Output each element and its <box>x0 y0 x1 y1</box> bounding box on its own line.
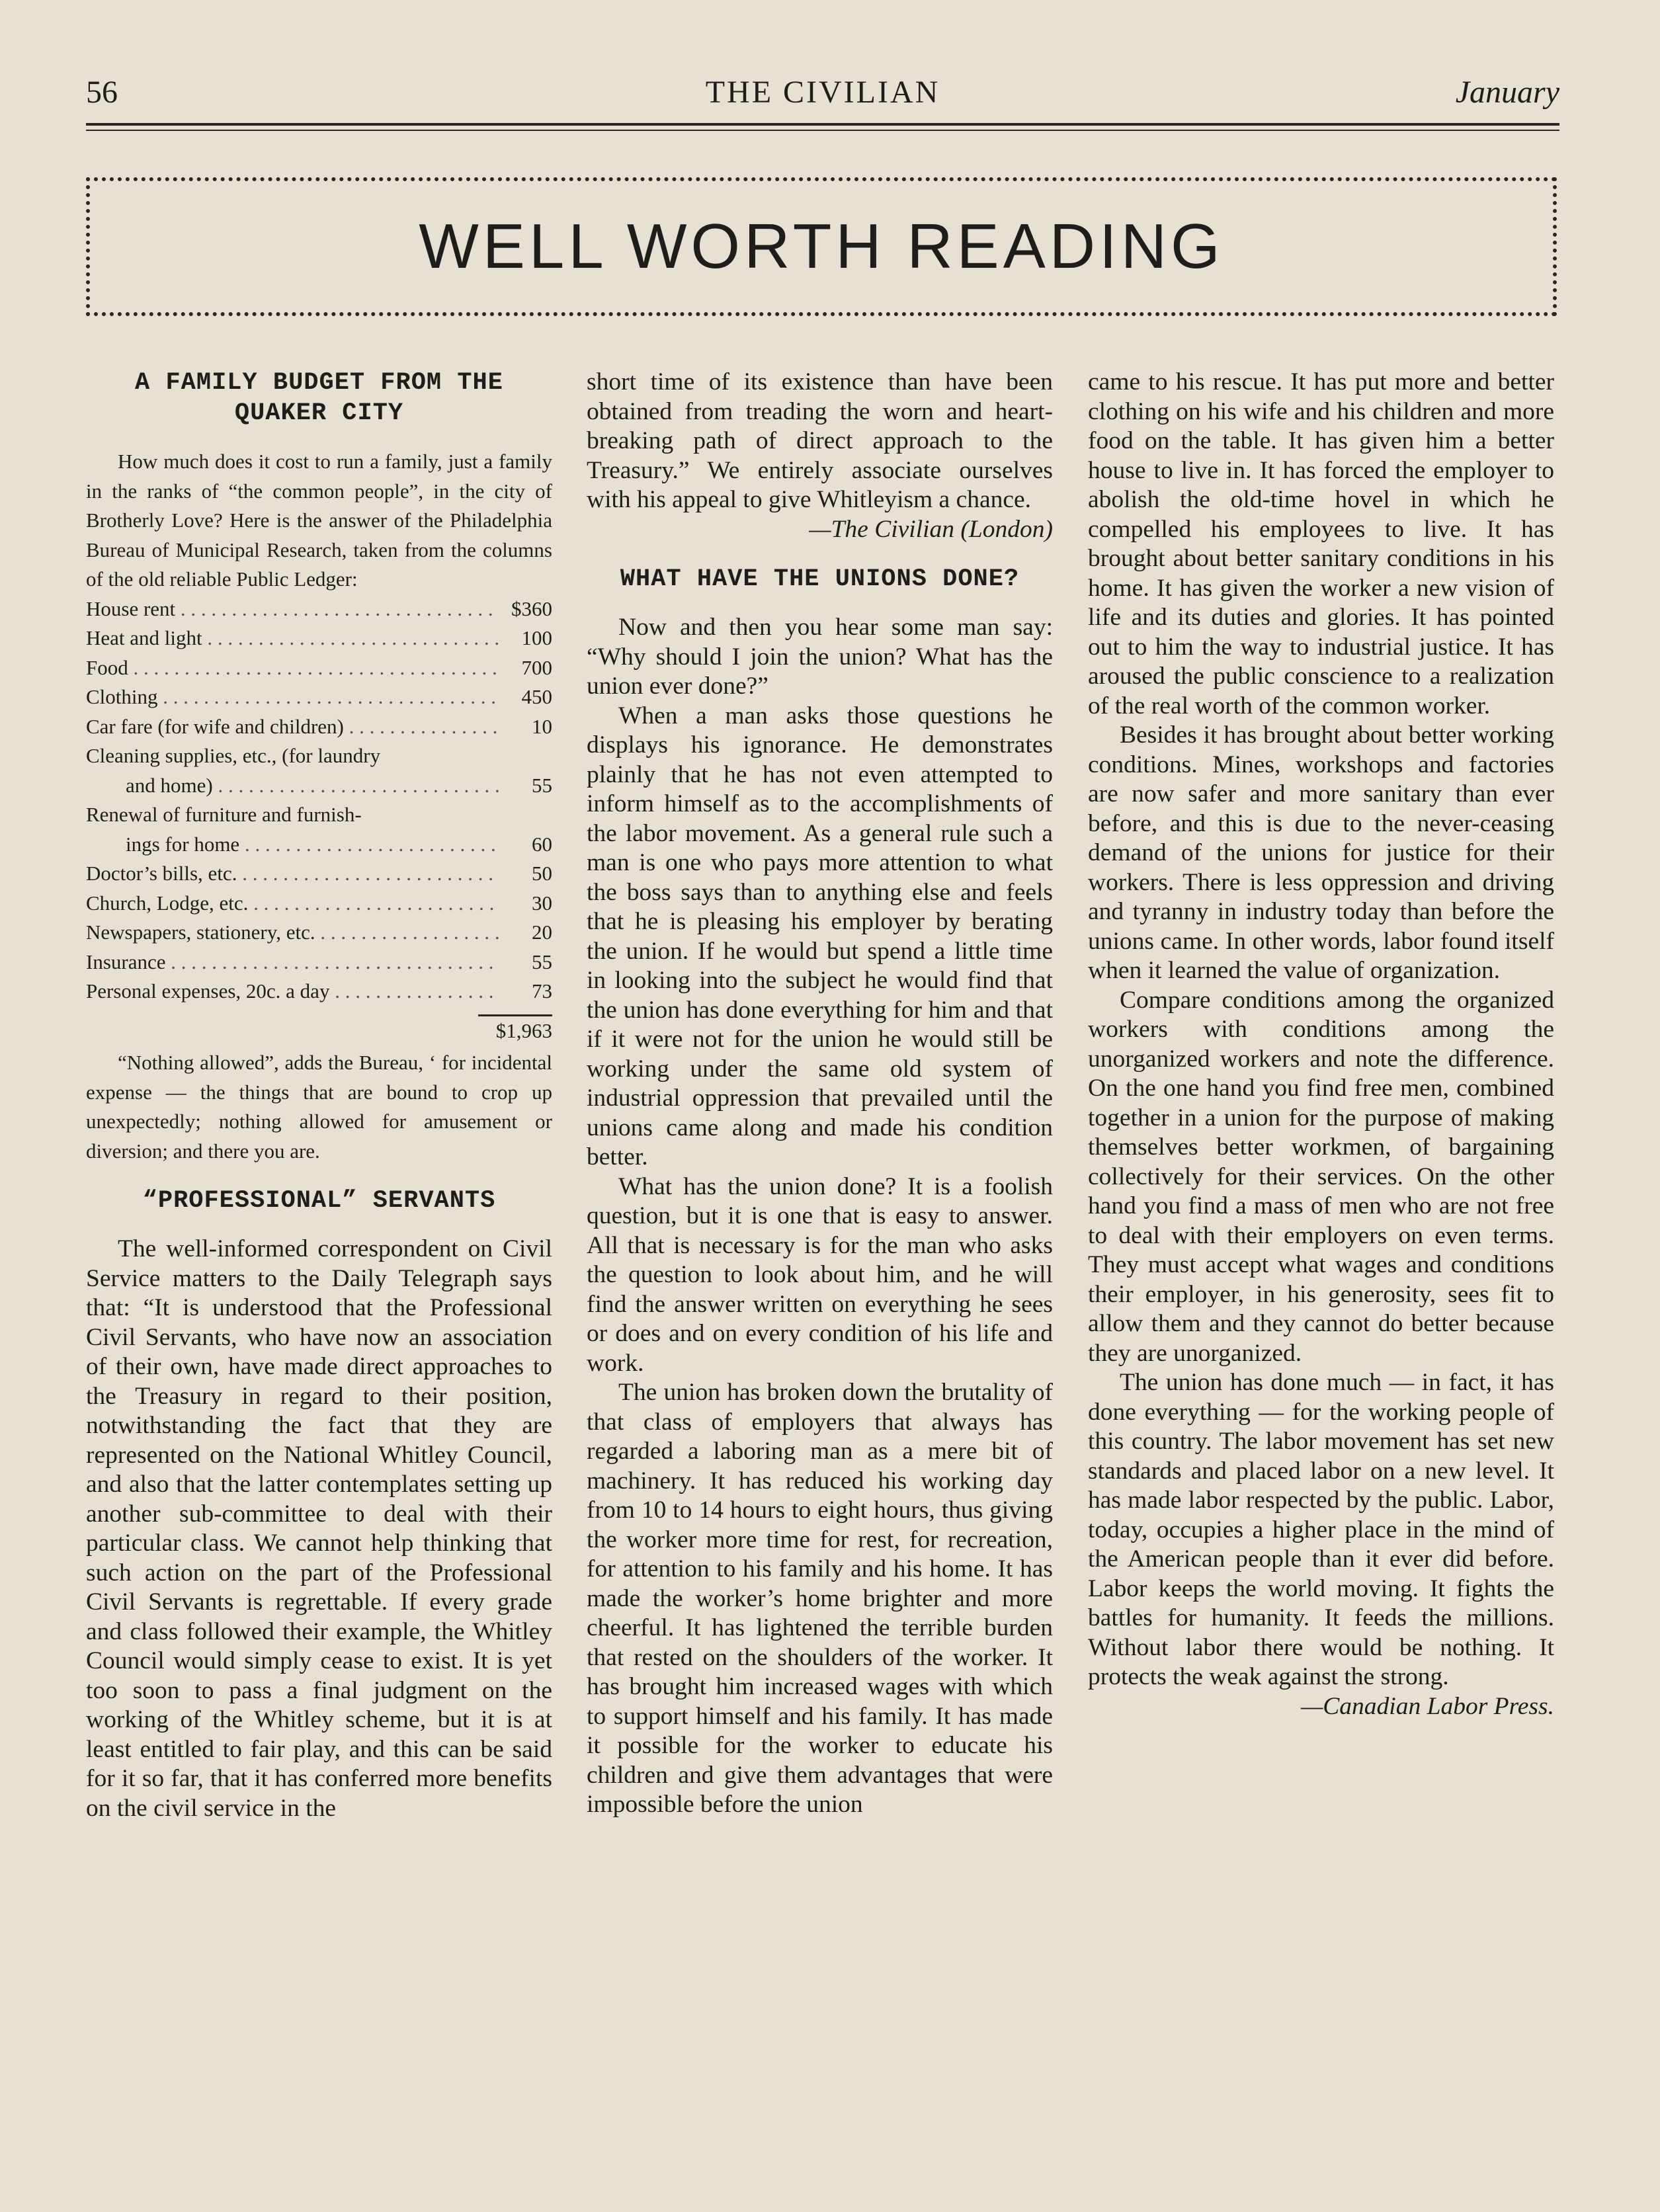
budget-row <box>86 682 552 712</box>
budget-amount: 30 <box>532 891 552 915</box>
article-paragraph: The union has broken down the brutality of that class of employers that always has regarded a laboring man as a mere bit of machinery. It has reduced his working day from 10 to 14 hours to eight hours, thus giving the worker more time for rest, for recreation, for attention to his family and his home. It has made the worker’s home brighter and more cheerful. It has lightened the terrible burden that rested on the shoulders of the worker. It has brought him increased wages with which to support himself and his family. It has made it possible for the worker to educate his children and give them advantages that were impossible before the union <box>587 1379 1053 1818</box>
budget-label: Food . . . <box>86 653 499 683</box>
budget-label: Insurance . . . <box>86 948 499 977</box>
budget-amount: $360 <box>511 596 552 620</box>
budget-amount: 700 <box>521 655 552 679</box>
budget-row <box>86 889 552 919</box>
budget-amount: 450 <box>521 685 552 708</box>
column-3 <box>1088 368 1554 1721</box>
page-number: 56 <box>86 75 118 110</box>
budget-total: $1,963 <box>495 1018 552 1042</box>
budget-row <box>86 594 552 624</box>
article-paragraph: When a man asks those questions he displays his ignorance. He demonstrates plainly that he has not even attempted to inform himself as to the accomplishments of the labor movement. As a general rule such a man is one who pays more attention to what the boss says than to anything else and feels that he is pleasing his employer by berating the union. If he would but spend a little time in looking into the subject he would find that the union has done everything for him and that if it were not for the union he would still be working under the same old system of industrial oppression that prevailed until the unions came along and made his condition better. <box>587 702 1053 1170</box>
article-paragraph: What has the union done? It is a foolish question, but it is one that is easy to answer. All that is necessary is for the man who asks the question to look about him, and he will find the answer written on everything he sees or does and on every condition of his life and work. <box>587 1172 1053 1377</box>
budget-amount: 10 <box>532 714 552 738</box>
budget-label: Personal expenses, 20c. a day . . . <box>86 977 499 1006</box>
budget-label: Heat and light . . . <box>86 624 499 653</box>
budget-amount: 50 <box>532 862 552 885</box>
budget-label: Newspapers, stationery, etc. . . . <box>86 918 499 948</box>
budget-label: Car fare (for wife and children) . . . <box>86 712 499 742</box>
article-paragraph: Besides it has brought about better working conditions. Mines, workshops and factories are now safer and more sanitary than ever before, and this is due to the never-ceasing demand of the unions for justice for their workers. There is less oppression and driving and tyranny in industry today than before the unions came. In other words, labor found itself when it learned the value of organization. <box>1088 721 1554 984</box>
budget-row <box>86 653 552 683</box>
budget-amount: 100 <box>521 626 552 649</box>
budget-row <box>86 918 552 948</box>
article-paragraph: Now and then you hear some man say: “Why should I join the union? What has the union ever done?” <box>587 614 1053 700</box>
budget-row <box>86 830 552 860</box>
budget-amount: 55 <box>532 773 552 797</box>
budget-row <box>86 977 552 1006</box>
budget-amount: 60 <box>532 832 552 856</box>
budget-label: Cleaning supplies, etc., (for laundry <box>86 744 381 767</box>
budget-label: and home) . . . <box>86 771 499 801</box>
budget-row <box>86 771 552 801</box>
section-title: WELL WORTH READING <box>419 211 1224 282</box>
budget-label: Doctor’s bills, etc. . . . <box>86 859 499 889</box>
budget-label: Renewal of furniture and furnish- <box>86 803 362 826</box>
budget-intro: How much does it cost to run a family, just a family in the ranks of “the common people”, in the city of Brotherly Love? Here is the answer of the Philadelphia Bureau of Municipal Research, taken from the columns of the old reliable Public Ledger: <box>86 450 552 591</box>
budget-row <box>86 948 552 977</box>
column-1 <box>86 368 552 1823</box>
article-paragraph: The union has done much — in fact, it has done everything — for the working people of this country. The labor movement has set new standards and placed labor on a new level. It has made labor respected by the public. Labor, today, occupies a higher place in the mind of the American people than it ever did before. Labor keeps the world moving. It fights the battles for humanity. It feeds the millions. Without labor there would be nothing. It protects the weak against the strong. <box>1088 1369 1554 1690</box>
budget-row <box>86 859 552 889</box>
header-rule-bottom <box>86 130 1559 131</box>
article-heading-professional-servants: “PROFESSIONAL” SERVANTS <box>142 1187 496 1215</box>
running-header <box>86 74 1559 114</box>
budget-label: Clothing . . . <box>86 682 499 712</box>
budget-closing: “Nothing allowed”, adds the Bureau, ‘ for incidental expense — the things that are bound to crop up unexpectedly; nothing allowed for amusement or diversion; and there you are. <box>86 1051 552 1163</box>
budget-row <box>86 624 552 653</box>
budget-row <box>86 800 552 830</box>
section-banner <box>86 177 1557 316</box>
budget-amount: 55 <box>532 950 552 973</box>
article-heading-family-budget: A FAMILY BUDGET FROM THE QUAKER CITY <box>135 369 503 427</box>
column-2 <box>587 368 1053 1820</box>
publication-title: THE CIVILIAN <box>705 75 940 110</box>
issue-month: January <box>1455 75 1559 110</box>
article-heading-unions: WHAT HAVE THE UNIONS DONE? <box>620 565 1020 593</box>
article-continuation: short time of its existence than have been obtained from treading the worn and heart-breaking path of direct approach to the Treasury.” We entirely associate ourselves with his appeal to give Whitleyism a chance. <box>587 368 1053 513</box>
article-credit: —Canadian Labor Press. <box>1300 1692 1554 1720</box>
header-rule-top <box>86 123 1559 126</box>
budget-label: House rent . . . <box>86 594 499 624</box>
budget-label: Church, Lodge, etc. . . . <box>86 889 499 919</box>
budget-row <box>86 741 552 771</box>
budget-amount: 20 <box>532 921 552 944</box>
budget-amount: 73 <box>532 979 552 1003</box>
article-paragraph: The well-informed correspondent on Civil Service matters to the Daily Telegraph says that: “It is understood that the Professional Civil Servants, who have now an association of their own, have made direct approaches to the Treasury in regard to their position, notwithstanding the fact that they are represented on the National Whitley Council, and also that the latter contemplates setting up another sub-committee to deal with their particular class. We cannot help thinking that such action on the part of the Professional Civil Servants is regrettable. If every grade and class followed their example, the Whitley Council would simply cease to exist. It is yet too soon to pass a final judgment on the working of the Whitley scheme, but it is at least entitled to fair play, and this can be said for it so far, that it has conferred more benefits on the civil service in the <box>86 1235 552 1822</box>
article-continuation: came to his rescue. It has put more and better clothing on his wife and his children and more food on the table. It has given him a better house to live in. It has forced the employer to abolish the old-time hovel in which he compelled his employees to live. It has brought about better sanitary conditions in his home. It has given the worker a new vision of life and its duties and glories. It has pointed out to him the way to industrial justice. It has aroused the public conscience to a realization of the real worth of the common worker. <box>1088 368 1554 719</box>
budget-row <box>86 712 552 742</box>
article-credit: —The Civilian (London) <box>809 515 1053 543</box>
article-paragraph: Compare conditions among the organized workers with conditions among the unorganized workers and note the difference. On the one hand you find free men, combined together in a union for the purpose of making themselves better workmen, of bargaining collectively for their services. On the other hand you find a mass of men who are not free to deal with their employers on even terms. They must accept what wages and conditions their employer, in his generosity, sees fit to allow them and they cannot do better because they are unorganized. <box>1088 986 1554 1367</box>
budget-table <box>86 594 552 1006</box>
budget-label: ings for home . . . <box>86 830 499 860</box>
